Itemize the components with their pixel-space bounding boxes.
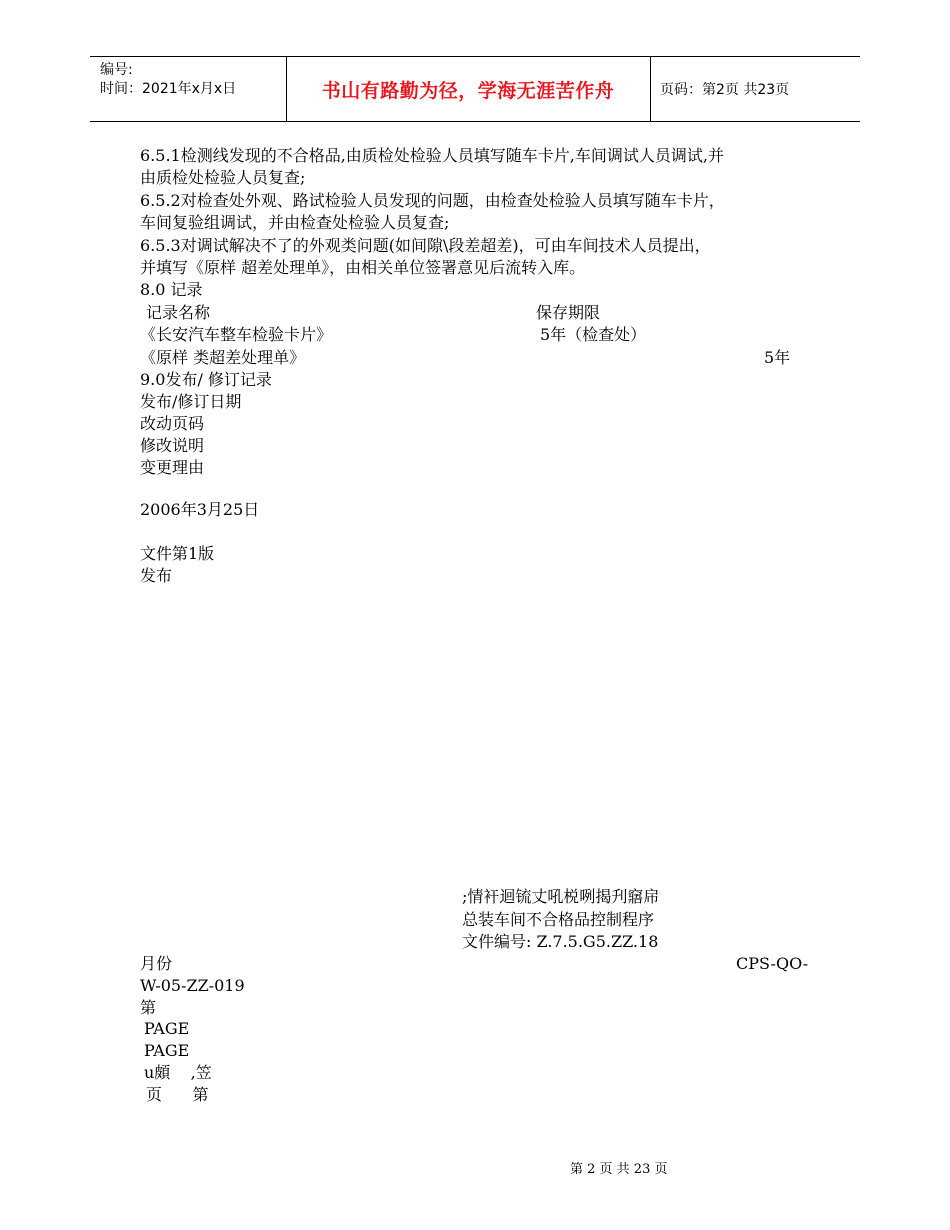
- header-meta: [100, 61, 236, 99]
- section-9-title: 9.0发布/ 修订记录: [140, 370, 272, 389]
- page-field-2: PAGE: [144, 1041, 190, 1060]
- paragraph-6-5-1-line1: 6.5.1检测线发现的不合格品,由质检处检验人员填写随车卡片,车间调试人员调试,并: [140, 146, 724, 165]
- record-1-period: 5年（检查处）: [540, 325, 647, 344]
- revision-date-label: 发布/修订日期: [140, 392, 242, 411]
- record-2-name: 《原样 类超差处理单》: [140, 348, 306, 367]
- header-motto: 书山有路勤为径，学海无涯苦作舟: [321, 79, 615, 102]
- revision-publish: 发布: [140, 566, 173, 585]
- paragraph-6-5-2-line2: 车间复验组调试，并由检查处检验人员复查;: [140, 213, 450, 232]
- page-suffix-text: 页 第: [146, 1085, 209, 1104]
- header-divider-right: [650, 57, 651, 121]
- records-header-name: 记录名称: [146, 303, 211, 322]
- revision-date-value: 2006年3月25日: [140, 500, 260, 519]
- garbled-short-text: u頗 ,笠: [144, 1063, 212, 1082]
- document-time-label: 时间：2021年x月x日: [100, 81, 237, 97]
- page-prefix-di: 第: [140, 998, 157, 1017]
- record-2-period: 5年: [764, 348, 791, 367]
- revision-description-label: 修改说明: [140, 436, 205, 455]
- header-divider-left: [286, 57, 287, 121]
- revision-version: 文件第1版: [140, 544, 215, 563]
- program-title: 总装车间不合格品控制程序: [462, 910, 655, 929]
- paragraph-6-5-3-line2: 并填写《原样 超差处理单》，由相关单位签署意见后流转入库。: [140, 258, 586, 277]
- header-page-number: 页码：第2页 共23页: [660, 82, 790, 98]
- revision-reason-label: 变更理由: [140, 458, 205, 477]
- page-header: [90, 56, 860, 122]
- page-footer: 第 2 页 共 23 页: [570, 1162, 668, 1177]
- records-header-period: 保存期限: [536, 303, 601, 322]
- document-code-part2: W-05-ZZ-019: [140, 976, 245, 995]
- record-1-name: 《长安汽车整车检验卡片》: [140, 325, 333, 344]
- paragraph-6-5-2-line1: 6.5.2对检查处外观、路试检验人员发现的问题，由检查处检验人员填写随车卡片，: [140, 191, 725, 210]
- page-field-1: PAGE: [144, 1019, 190, 1038]
- garbled-text-line: ;情衦迴锍丈吼棁咧揭刋窹帍: [462, 887, 660, 906]
- revision-page-label: 改动页码: [140, 414, 205, 433]
- section-8-title: 8.0 记录: [140, 280, 203, 299]
- document-code-part1: CPS-QO-: [736, 954, 809, 973]
- document-number-label: 编号:: [100, 62, 133, 78]
- paragraph-6-5-1-line2: 由质检处检验人员复查;: [140, 168, 306, 187]
- file-number: 文件编号: Z.7.5.G5.ZZ.18: [462, 932, 659, 951]
- paragraph-6-5-3-line1: 6.5.3对调试解决不了的外观类问题(如间隙\段差超差)，可由车间技术人员提出，: [140, 236, 711, 255]
- month-label: 月份: [140, 954, 173, 973]
